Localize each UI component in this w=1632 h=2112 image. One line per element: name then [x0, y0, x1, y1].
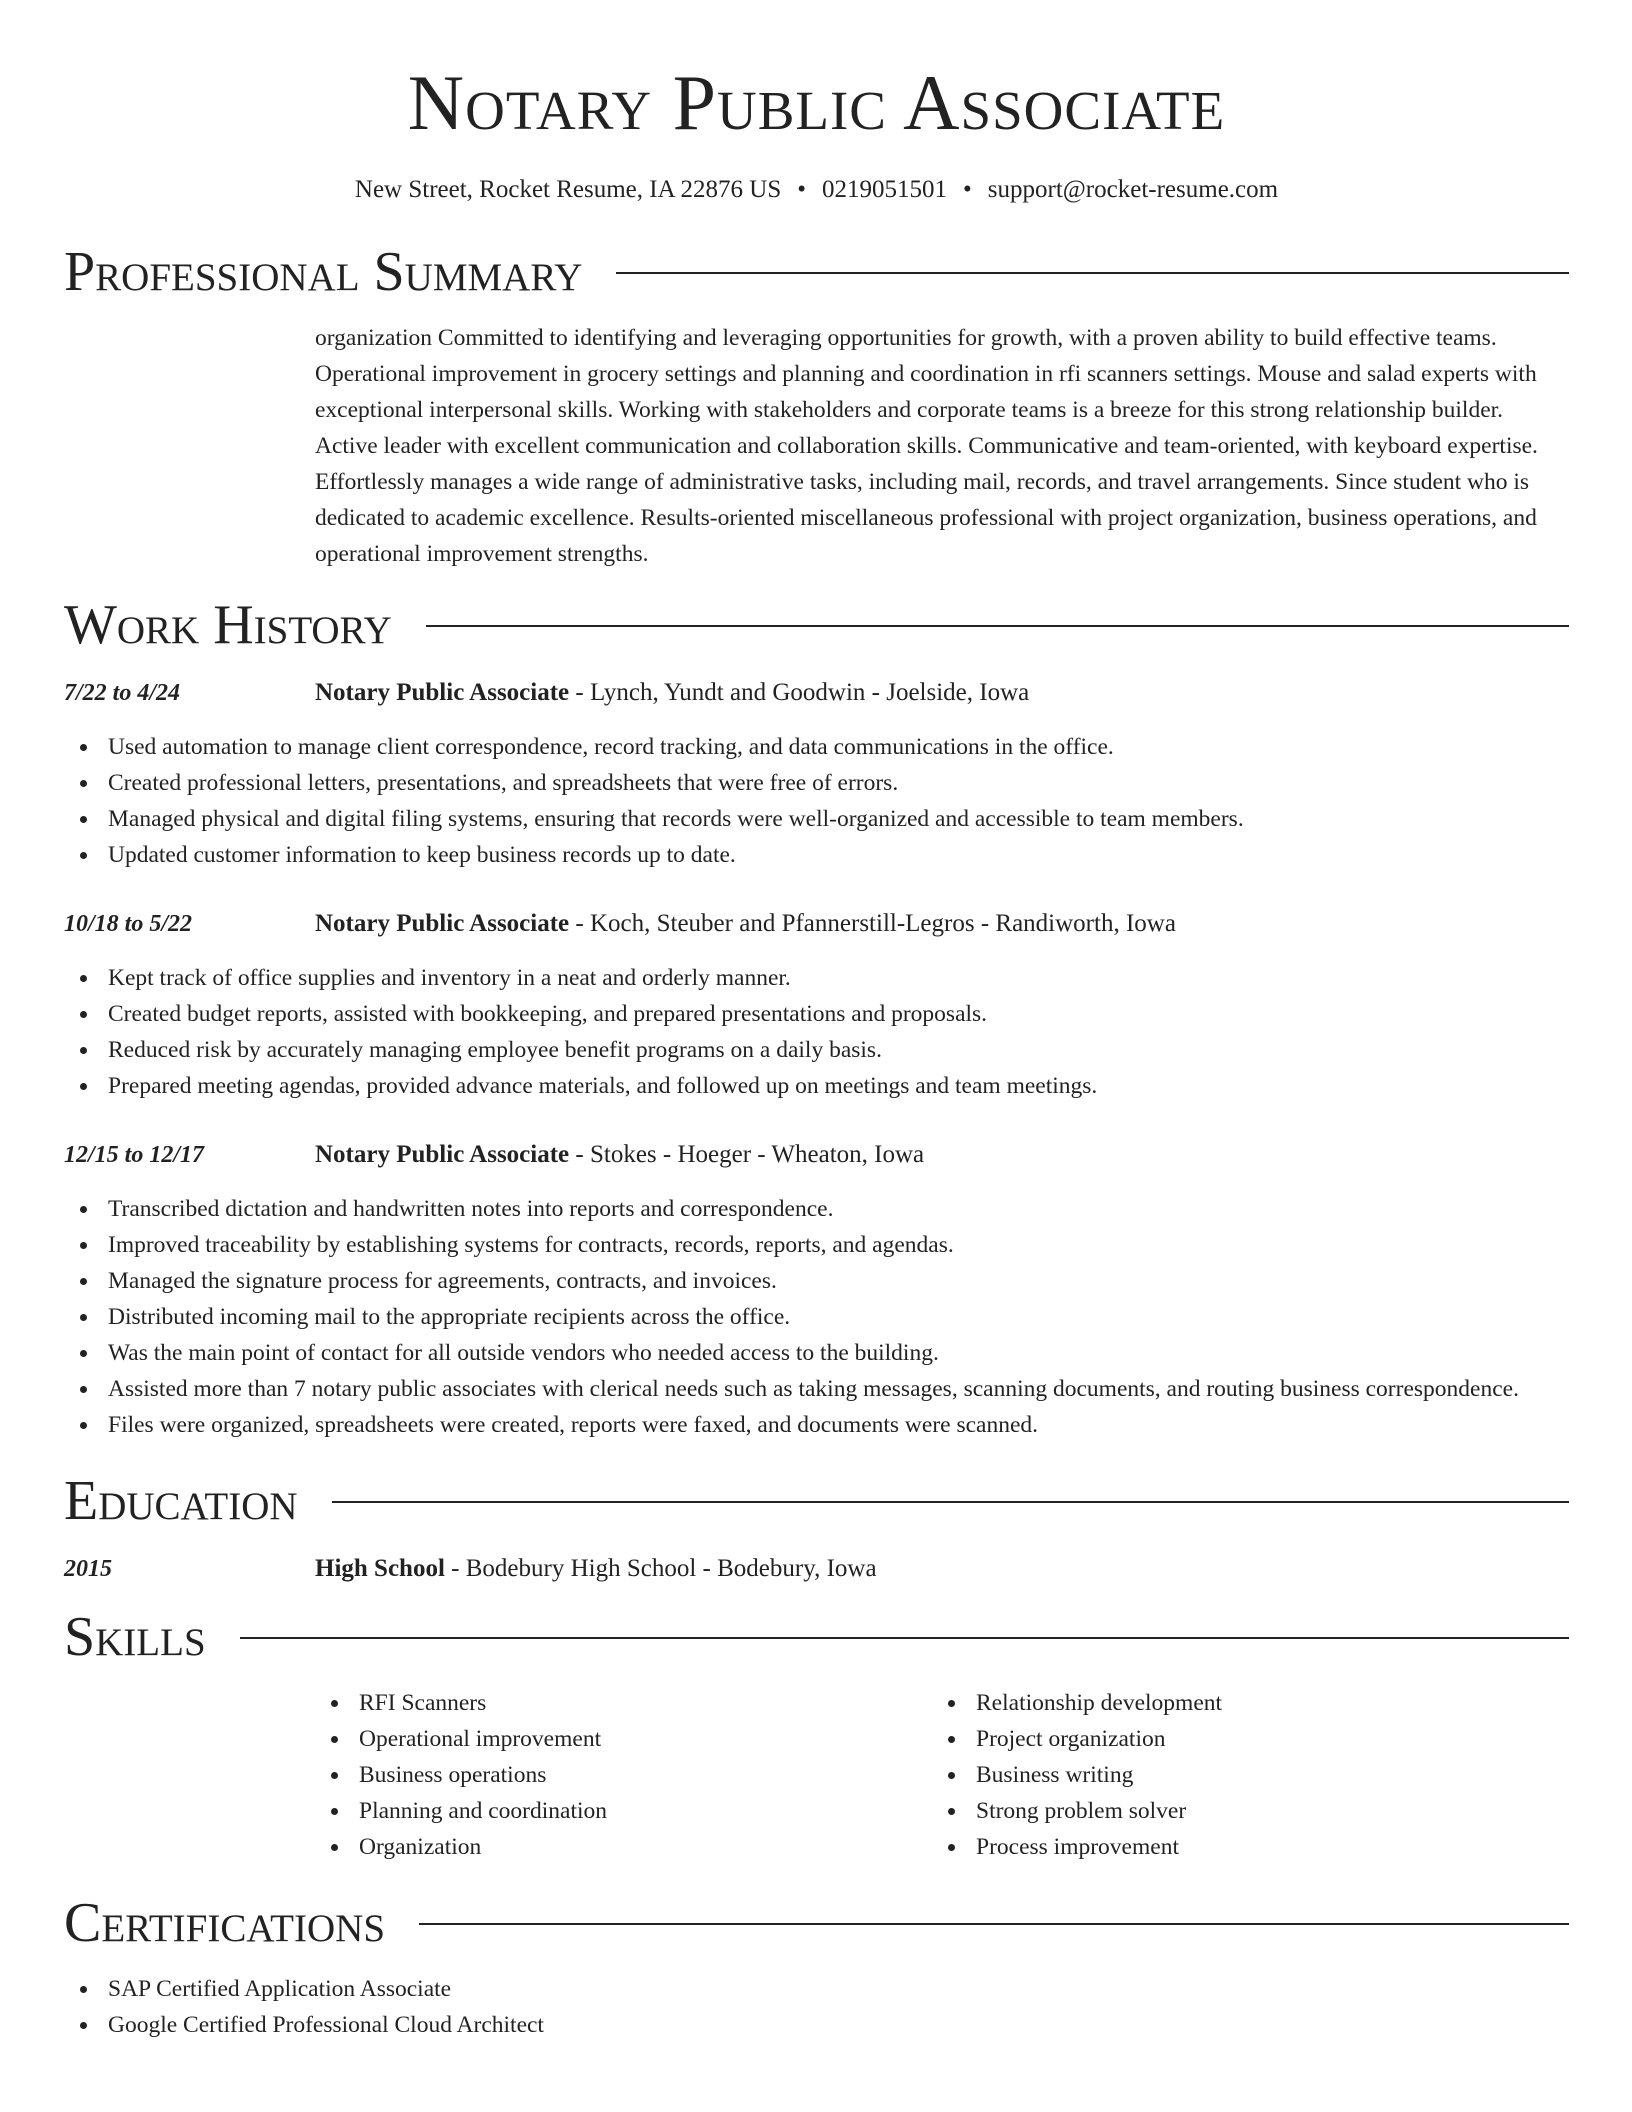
section-title: Work History [64, 594, 392, 656]
education-heading [315, 1551, 1569, 1587]
resume-page [64, 0, 1569, 2043]
section-title: Certifications [64, 1892, 386, 1954]
job-company-location: - Koch, Steuber and Pfannerstill-Legros - Randiworth, Iowa [569, 910, 1176, 937]
job-bullet: Used automation to manage client correspondence, record tracking, and data communications in the office. [64, 729, 1569, 765]
section-header-skills [64, 1606, 1569, 1668]
section-divider [616, 272, 1569, 274]
job-bullets [64, 1191, 1569, 1443]
job-bullet: Managed physical and digital filing systems, ensuring that records were well-organized and accessible to team members. [64, 801, 1569, 837]
section-title: Skills [64, 1606, 206, 1668]
contact-line [64, 176, 1569, 204]
education-date: 2015 [64, 1556, 112, 1582]
contact-phone: 0219051501 [822, 176, 948, 203]
certification-item: SAP Certified Application Associate [64, 1971, 1569, 2007]
skill-item: Business writing [932, 1757, 1549, 1793]
job-company-location: - Stokes - Hoeger - Wheaton, Iowa [569, 1141, 925, 1168]
certification-item: Google Certified Professional Cloud Architect [64, 2007, 1569, 2043]
skill-item: Organization [315, 1829, 932, 1865]
job-dates: 7/22 to 4/24 [64, 680, 181, 706]
contact-separator: • [963, 176, 972, 203]
skills-list-left [315, 1685, 932, 1865]
resume-name: Notary Public Associate [407, 59, 1226, 146]
summary-text: organization Committed to identifying and leveraging opportunities for growth, with a proven ability to build effective teams. Operational improvement in grocery settings and planning and coordination in rfi scanners settings. Mouse and salad experts with exceptional interpersonal skills. Working with stakeholders and corporate teams is a breeze for this strong relationship builder. Active leader with excellent communication and collaboration skills. Communicative and team-oriented, with keyboard expertise. Effortlessly manages a wide range of administrative tasks, including mail, records, and travel arrangements. Since student who is dedicated to academic excellence. Results-oriented miscellaneous professional with project organization, business operations, and operational improvement strengths. [315, 325, 1538, 567]
job-entry [64, 1137, 1569, 1443]
job-bullet: Distributed incoming mail to the appropriate recipients across the office. [64, 1299, 1569, 1335]
skills-columns [315, 1685, 1569, 1865]
contact-separator: • [797, 176, 807, 203]
skill-item: Process improvement [932, 1829, 1549, 1865]
section-header-education [64, 1470, 1569, 1532]
skill-item: Strong problem solver [932, 1793, 1549, 1829]
skills-list-right [932, 1685, 1549, 1865]
skill-item: Planning and coordination [315, 1793, 932, 1829]
job-bullet: Was the main point of contact for all outside vendors who needed access to the building. [64, 1335, 1569, 1371]
education-degree: High School [315, 1555, 445, 1582]
job-role: Notary Public Associate [315, 1141, 570, 1168]
job-bullet: Reduced risk by accurately managing employee benefit programs on a daily basis. [64, 1032, 1569, 1068]
section-divider [240, 1637, 1569, 1639]
section-divider [426, 625, 1569, 627]
job-bullets [64, 729, 1569, 873]
job-heading [315, 1137, 1569, 1173]
job-bullet: Kept track of office supplies and inventory in a neat and orderly manner. [64, 960, 1569, 996]
job-bullets [64, 960, 1569, 1104]
job-bullet: Created professional letters, presentations, and spreadsheets that were free of errors. [64, 765, 1569, 801]
section-title: Education [64, 1470, 298, 1532]
job-bullet: Managed the signature process for agreements, contracts, and invoices. [64, 1263, 1569, 1299]
section-header-summary [64, 241, 1569, 303]
job-entry [64, 675, 1569, 873]
job-bullet: Assisted more than 7 notary public associates with clerical needs such as taking messages, scanning documents, and routing business correspondence. [64, 1371, 1569, 1407]
job-dates: 12/15 to 12/17 [64, 1142, 205, 1168]
skill-item: Business operations [315, 1757, 932, 1793]
job-role: Notary Public Associate [315, 679, 570, 706]
education-entry [64, 1551, 1569, 1587]
job-bullet: Prepared meeting agendas, provided advance materials, and followed up on meetings and team meetings. [64, 1068, 1569, 1104]
section-header-work-history [64, 594, 1569, 656]
contact-address: New Street, Rocket Resume, IA 22876 US [354, 176, 782, 203]
job-role: Notary Public Associate [315, 910, 570, 937]
section-divider [419, 1923, 1569, 1925]
job-dates: 10/18 to 5/22 [64, 911, 193, 937]
job-heading [315, 675, 1569, 711]
skill-item: Operational improvement [315, 1721, 932, 1757]
job-bullet: Created budget reports, assisted with bookkeeping, and prepared presentations and proposals. [64, 996, 1569, 1032]
job-bullet: Improved traceability by establishing systems for contracts, records, reports, and agendas. [64, 1227, 1569, 1263]
skill-item: Project organization [932, 1721, 1549, 1757]
skill-item: Relationship development [932, 1685, 1549, 1721]
section-divider [332, 1501, 1569, 1503]
job-entry [64, 906, 1569, 1104]
certifications-list [64, 1971, 1569, 2043]
education-school-location: - Bodebury High School - Bodebury, Iowa [444, 1555, 877, 1582]
section-title: Professional Summary [64, 241, 583, 303]
section-header-certifications [64, 1892, 1569, 1954]
job-bullet: Files were organized, spreadsheets were created, reports were faxed, and documents were scanned. [64, 1407, 1569, 1443]
skill-item: RFI Scanners [315, 1685, 932, 1721]
job-company-location: - Lynch, Yundt and Goodwin - Joelside, Iowa [569, 679, 1030, 706]
job-bullet: Transcribed dictation and handwritten notes into reports and correspondence. [64, 1191, 1569, 1227]
contact-email[interactable]: support@rocket-resume.com [987, 176, 1279, 203]
job-bullet: Updated customer information to keep business records up to date. [64, 837, 1569, 873]
job-heading [315, 906, 1569, 942]
